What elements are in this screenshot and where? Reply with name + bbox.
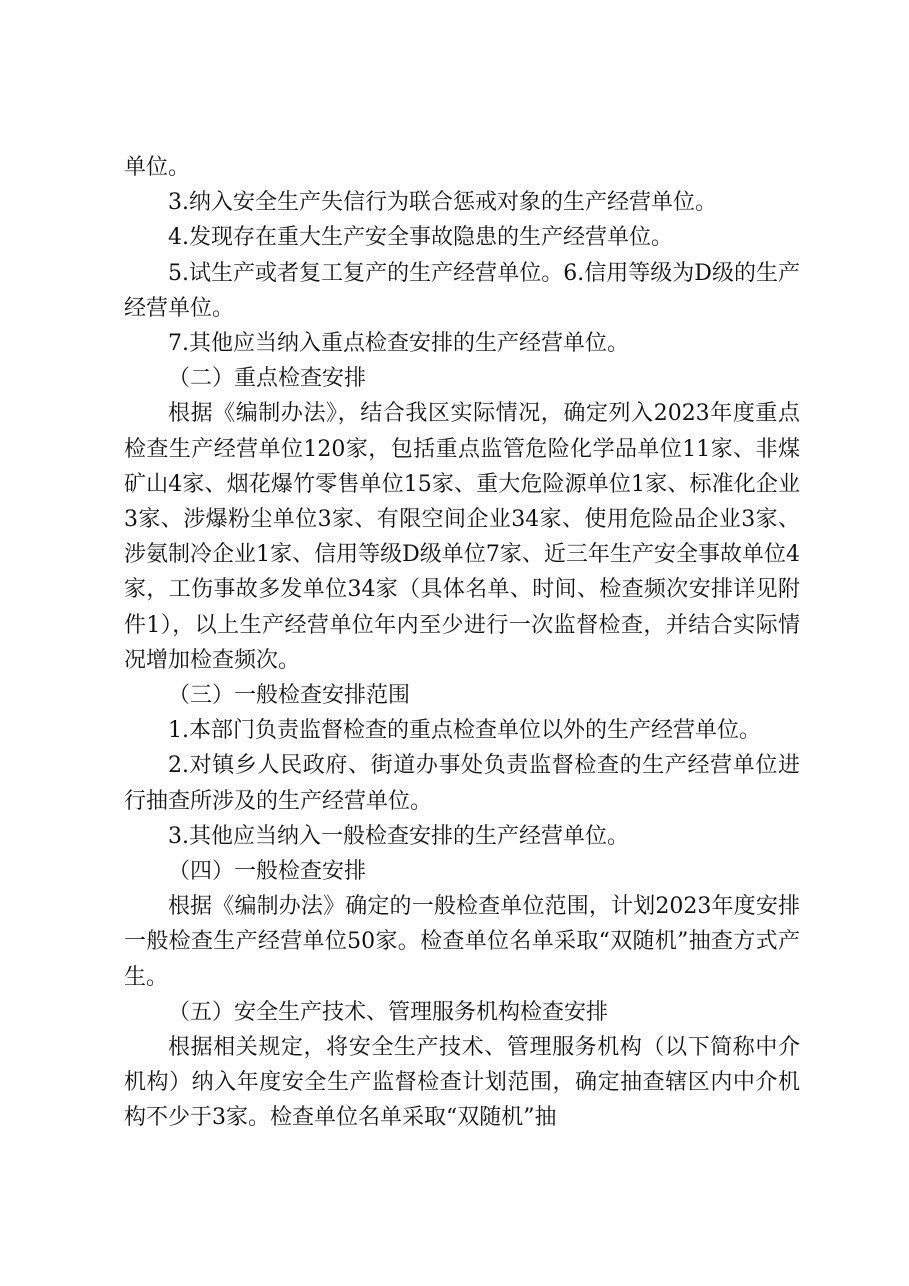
section-heading-3: （三）一般检查安排范围 bbox=[168, 683, 411, 709]
paragraph-1: 单位。 bbox=[124, 155, 191, 180]
paragraph-13: 根据《编制办法》确定的一般检查单位范围，计划2023年度安排一般检查生产经营单位50家。检查单位名单采取“双随机”抽查方式产生。 bbox=[124, 894, 800, 990]
paragraph-4: 5.试生产或者复工复产的生产经营单位。6.信用等级为D级的生产经营单位。 bbox=[124, 260, 800, 321]
document-body bbox=[124, 150, 800, 1136]
paragraph-15: 根据相关规定，将安全生产技术、管理服务机构（以下简称中介机构）纳入年度安全生产监督检查计划范围，确定抽查辖区内中介机构不少于3家。检查单位名单采取“双随机”抽 bbox=[124, 1035, 800, 1131]
section-heading-4: （四）一般检查安排 bbox=[168, 859, 367, 885]
paragraph-11: 3.其他应当纳入一般检查安排的生产经营单位。 bbox=[168, 823, 629, 849]
paragraph-7: 根据《编制办法》，结合我区实际情况，确定列入2023年度重点检查生产经营单位120家，包括重点监管危险化学品单位11家、非煤矿山4家、烟花爆竹零售单位15家、重大危险源单位1家、标准化企业3家、涉爆粉尘单位3家、有限空间企业34家、使用危险品企业3家、涉氨制冷企业1家、信用等级D级单位7家、近三年生产安全事故单位4家，工伤事故多发单位34家（具体名单、时间、检查频次安排详见附件1），以上生产经营单位年内至少进行一次监督检查，并结合实际情况增加检查频次。 bbox=[124, 401, 800, 673]
paragraph-3: 4.发现存在重大生产安全事故隐患的生产经营单位。 bbox=[168, 225, 673, 251]
paragraph-5: 7.其他应当纳入重点检查安排的生产经营单位。 bbox=[168, 331, 629, 357]
paragraph-10: 2.对镇乡人民政府、街道办事处负责监督检查的生产经营单位进行抽查所涉及的生产经营单位。 bbox=[124, 753, 800, 814]
section-heading-5: （五）安全生产技术、管理服务机构检查安排 bbox=[168, 999, 609, 1025]
paragraph-9: 1.本部门负责监督检查的重点检查单位以外的生产经营单位。 bbox=[168, 718, 761, 744]
paragraph-2: 3.纳入安全生产失信行为联合惩戒对象的生产经营单位。 bbox=[168, 190, 717, 216]
section-heading-2: （二）重点检查安排 bbox=[168, 366, 367, 392]
